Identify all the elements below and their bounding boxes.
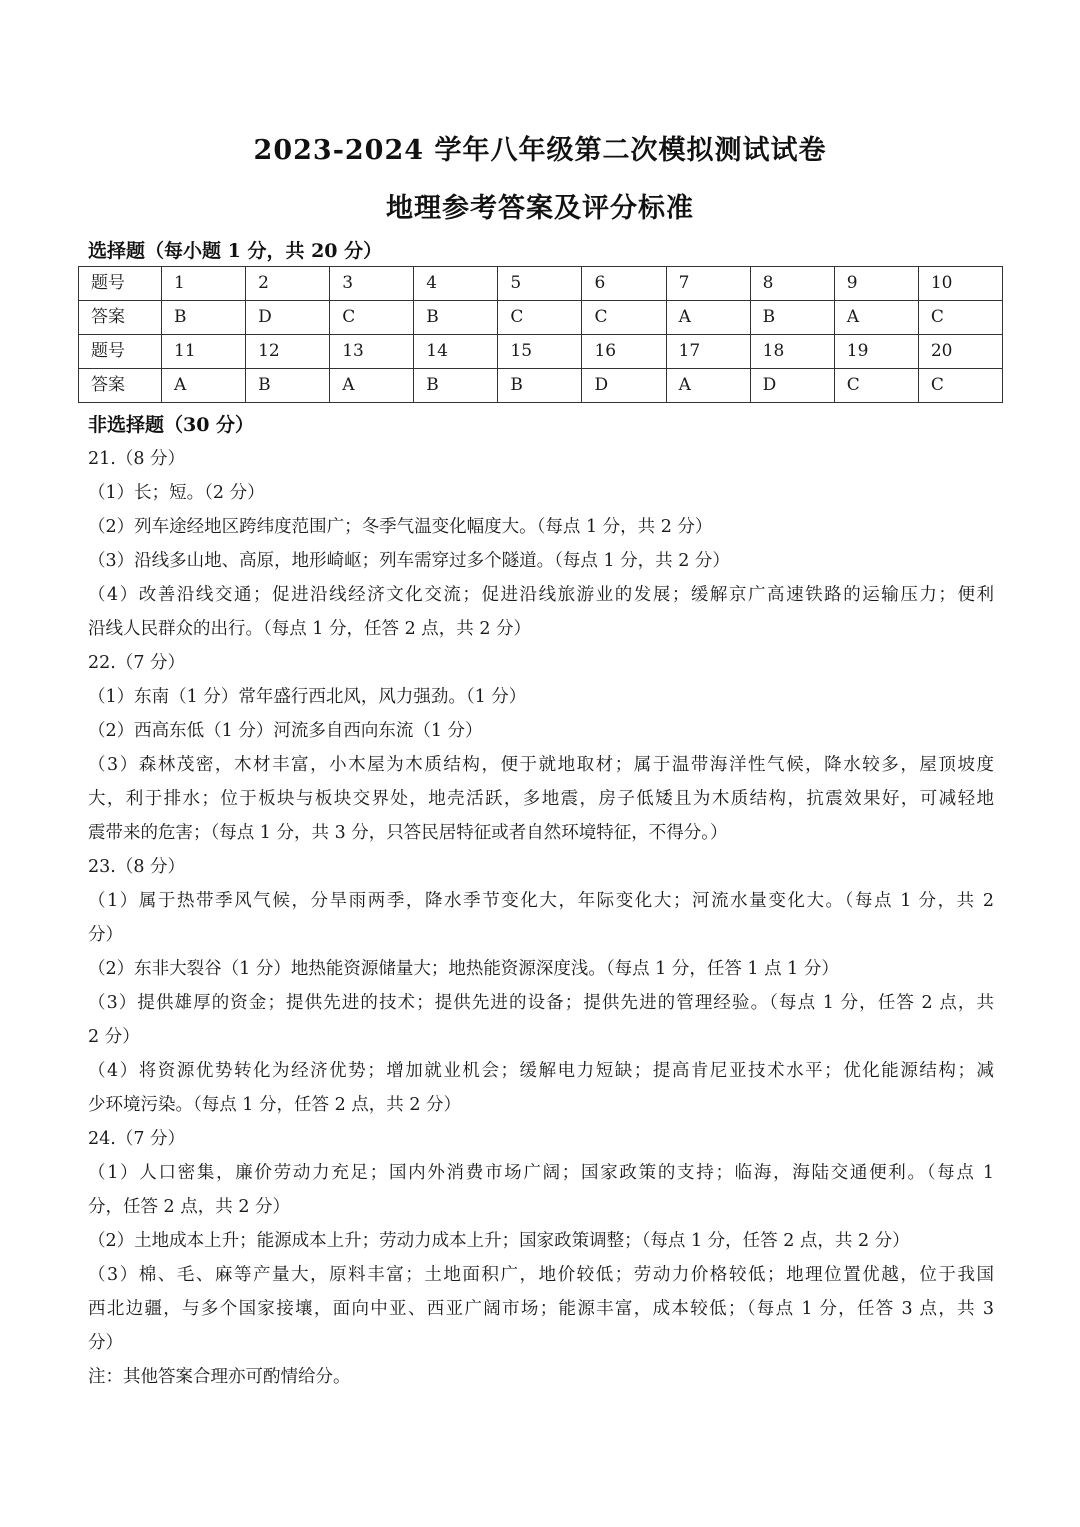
table-cell: B xyxy=(246,369,330,403)
answer-line: 注：其他答案合理亦可酌情给分。 xyxy=(88,1367,351,1387)
answer-line: （1）人口密集，廉价劳动力充足；国内外消费市场广阔；国家政策的支持；临海，海陆交通便利。（每点 1 xyxy=(88,1163,994,1183)
answer-line: （3）沿线多山地、高原，地形崎岖；列车需穿过多个隧道。（每点 1 分，共 2 分） xyxy=(88,551,730,571)
answer-line: 21.（8 分） xyxy=(88,449,186,469)
answer-line: （1）东南（1 分）常年盛行西北风，风力强劲。（1 分） xyxy=(88,687,527,707)
table-cell: 5 xyxy=(498,267,582,301)
answer-line: （3）提供雄厚的资金；提供先进的技术；提供先进的设备；提供先进的管理经验。（每点 1 分，任答 2 点，共 xyxy=(88,993,994,1013)
table-cell: C xyxy=(918,369,1002,403)
table-cell: 16 xyxy=(582,335,666,369)
answer-line: 2 分） xyxy=(88,1027,140,1047)
answer-line: 大，利于排水；位于板块与板块交界处，地壳活跃，多地震，房子低矮且为木质结构，抗震效果好，可减轻地 xyxy=(88,789,994,809)
answer-line: （3）森林茂密，木材丰富，小木屋为木质结构，便于就地取材；属于温带海洋性气候，降水较多，屋顶坡度 xyxy=(88,755,994,775)
table-cell: C xyxy=(918,301,1002,335)
answer-line: （4）改善沿线交通；促进沿线经济文化交流；促进沿线旅游业的发展；缓解京广高速铁路的运输压力；便利 xyxy=(88,585,994,605)
table-cell: 2 xyxy=(246,267,330,301)
table-row-header: 答案 xyxy=(79,369,162,403)
table-cell: B xyxy=(414,369,498,403)
table-row xyxy=(79,267,1003,301)
answer-line: （2）西高东低（1 分）河流多自西向东流（1 分） xyxy=(88,721,483,741)
table-cell: A xyxy=(834,301,918,335)
table-row xyxy=(79,335,1003,369)
table-cell: C xyxy=(498,301,582,335)
table-cell: 12 xyxy=(246,335,330,369)
table-cell: C xyxy=(330,301,414,335)
table-cell: A xyxy=(666,369,750,403)
answer-line: 23.（8 分） xyxy=(88,857,186,877)
answer-line: （2）东非大裂谷（1 分）地热能资源储量大；地热能资源深度浅。（每点 1 分，任答 1 点 1 分） xyxy=(88,959,839,979)
table-cell: D xyxy=(246,301,330,335)
table-cell: 8 xyxy=(750,267,834,301)
table-cell: A xyxy=(666,301,750,335)
table-cell: 15 xyxy=(498,335,582,369)
table-cell: B xyxy=(498,369,582,403)
table-cell: 19 xyxy=(834,335,918,369)
table-cell: A xyxy=(162,369,246,403)
answer-line: 西北边疆，与多个国家接壤，面向中亚、西亚广阔市场；能源丰富，成本较低；（每点 1 分，任答 3 点，共 3 xyxy=(88,1299,994,1319)
table-cell: 13 xyxy=(330,335,414,369)
table-cell: 7 xyxy=(666,267,750,301)
table-cell: 11 xyxy=(162,335,246,369)
choice-section-heading: 选择题（每小题 1 分，共 20 分） xyxy=(88,240,383,262)
table-row xyxy=(79,301,1003,335)
answer-line: 24.（7 分） xyxy=(88,1129,186,1149)
answer-line: （1）长；短。（2 分） xyxy=(88,483,265,503)
answer-line: 少环境污染。（每点 1 分，任答 2 点，共 2 分） xyxy=(88,1095,462,1115)
table-cell: D xyxy=(750,369,834,403)
answer-line: （3）棉、毛、麻等产量大，原料丰富；土地面积广，地价较低；劳动力价格较低；地理位置优越，位于我国 xyxy=(88,1265,994,1285)
answer-line: （2）土地成本上升；能源成本上升；劳动力成本上升；国家政策调整；（每点 1 分，任答 2 点，共 2 分） xyxy=(88,1231,910,1251)
answer-line: 沿线人民群众的出行。（每点 1 分，任答 2 点，共 2 分） xyxy=(88,619,532,639)
answer-line: 分） xyxy=(88,925,123,945)
table-row-header: 题号 xyxy=(79,335,162,369)
table-cell: 6 xyxy=(582,267,666,301)
answer-line: 震带来的危害；（每点 1 分，共 3 分，只答民居特征或者自然环境特征，不得分。） xyxy=(88,823,728,843)
answer-line: （2）列车途经地区跨纬度范围广；冬季气温变化幅度大。（每点 1 分，共 2 分） xyxy=(88,517,713,537)
table-cell: 18 xyxy=(750,335,834,369)
table-cell: 17 xyxy=(666,335,750,369)
table-cell: B xyxy=(414,301,498,335)
table-row xyxy=(79,369,1003,403)
table-cell: 1 xyxy=(162,267,246,301)
table-row-header: 答案 xyxy=(79,301,162,335)
table-cell: C xyxy=(834,369,918,403)
nonchoice-section-heading: 非选择题（30 分） xyxy=(88,414,255,436)
table-cell: 9 xyxy=(834,267,918,301)
answer-table xyxy=(78,266,1003,403)
page-title: 2023-2024 学年八年级第二次模拟测试试卷 xyxy=(253,135,827,166)
page-subtitle: 地理参考答案及评分标准 xyxy=(386,193,694,224)
table-cell: 3 xyxy=(330,267,414,301)
answer-line: （4）将资源优势转化为经济优势；增加就业机会；缓解电力短缺；提高肯尼亚技术水平；优化能源结构；减 xyxy=(88,1061,994,1081)
table-cell: 14 xyxy=(414,335,498,369)
table-cell: B xyxy=(162,301,246,335)
table-cell: 4 xyxy=(414,267,498,301)
answer-body xyxy=(88,442,994,1394)
table-cell: C xyxy=(582,301,666,335)
answer-line: 分） xyxy=(88,1333,123,1353)
table-cell: B xyxy=(750,301,834,335)
table-cell: A xyxy=(330,369,414,403)
answer-line: 分，任答 2 点，共 2 分） xyxy=(88,1197,291,1217)
table-cell: 10 xyxy=(918,267,1002,301)
table-cell: D xyxy=(582,369,666,403)
answer-line: （1）属于热带季风气候，分旱雨两季，降水季节变化大，年际变化大；河流水量变化大。（每点 1 分，共 2 xyxy=(88,891,994,911)
answer-line: 22.（7 分） xyxy=(88,653,186,673)
table-cell: 20 xyxy=(918,335,1002,369)
table-row-header: 题号 xyxy=(79,267,162,301)
